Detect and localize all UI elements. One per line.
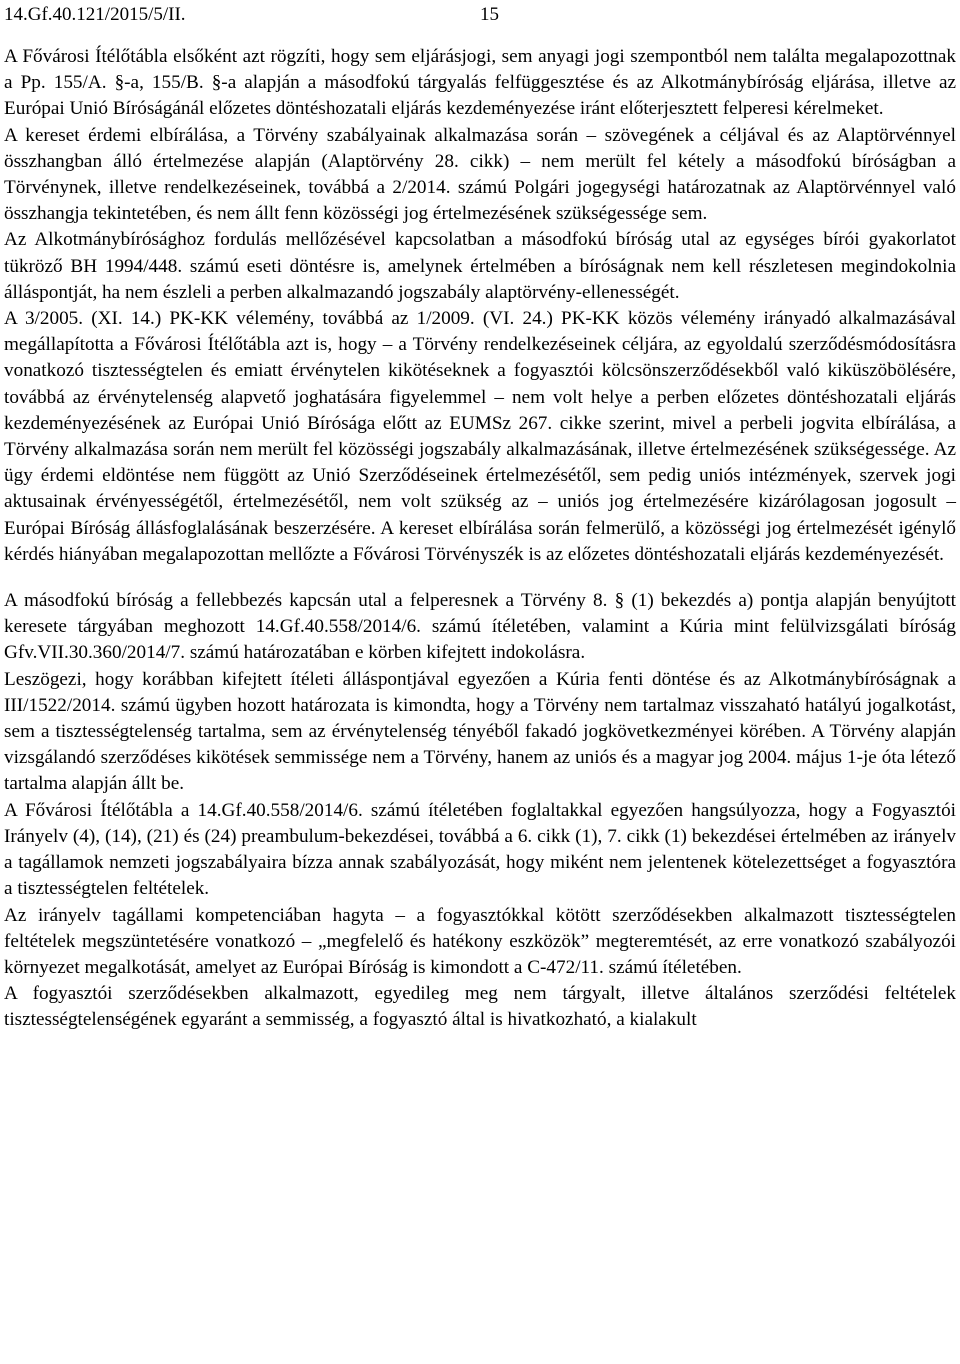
paragraph: A kereset érdemi elbírálása, a Törvény szabályainak alkalmazása során – szövegének a céljával és az Alaptörvénnyel összhangban álló értelmezése alapján (Alaptörvény 28. cikk) – nem merült fel kétely a másodfokú bíróságban a Törvénynek, illetve rendelkezéseinek, továbbá a 2/2014. számú Polgári jogegységi határozatnak az Alaptörvénnyel való összhangja tekintetében, és nem állt fenn közösségi jog értelmezésének szükségessége sem. [4, 124, 956, 225]
document-page [4, 0, 956, 1034]
paragraph: A 3/2005. (XI. 14.) PK-KK vélemény, továbbá az 1/2009. (VI. 24.) PK-KK közös vélemény irányadó alkalmazásával megállapította a Fővárosi Ítélőtábla azt is, hogy – a Törvény rendelkezéseinek céljára, az egyoldalú szerződésmódosításra vonatkozó tisztességtelen és emiatt érvénytelen kikötéseknek a fogyasztói kölcsönszerződésekből való kiküszöbölésére, továbbá az érvénytelenség alapvető joghatására figyelemmel – nem volt helye a perben előzetes döntéshozatali eljárás kezdeményezésének az Európai Unió Bírósága előtt az EUMSz 267. cikke szerint, mivel a perbeli jogvita elbírálása, a Törvény alkalmazása során nem merült fel közösségi jogszabály alkalmazásának, illetve értelmezésének szükségessége. Az ügy érdemi eldöntése nem függött az Unió Szerződéseinek értelmezésétől, sem pedig uniós intézmények, szervek jogi aktusainak érvényességétől, értelmezésétől, nem volt szükség az – uniós jog értelmezésére kizárólagosan jogosult – Európai Bíróság állásfoglalásának beszerzésére. A kereset elbírálása során felmerülő, a közösségi jog értelmezését igénylő kérdés hiányában megalapozottan mellőzte a Fővárosi Törvényszék is az előzetes döntéshozatali eljárás kezdeményezését. [4, 308, 956, 565]
paragraph: A másodfokú bíróság a fellebbezés kapcsán utal a felperesnek a Törvény 8. § (1) bekezdés a) pontja alapján benyújtott keresete tárgyában meghozott 14.Gf.40.558/2014/6. számú ítéletében, valamint a Kúria mint felülvizsgálati bíróság Gfv.VII.30.360/2014/7. számú határozatában e körben kifejtett indokolásra. [4, 590, 956, 664]
case-number: 14.Gf.40.121/2015/5/II. [4, 4, 186, 25]
page-header [4, 0, 956, 26]
page-number: 15 [480, 4, 499, 25]
paragraph: A fogyasztói szerződésekben alkalmazott, egyedileg meg nem tárgyalt, illetve általános szerződési feltételek tisztességtelenségének egyaránt a semmisség, a fogyasztó által is hivatkozható, a kialakult [4, 983, 956, 1031]
paragraph: A Fővárosi Ítélőtábla elsőként azt rögzíti, hogy sem eljárásjogi, sem anyagi jogi szempontból nem találta megalapozottnak a Pp. 155/A. §-a, 155/B. §-a alapján a másodfokú tárgyalás felfüggesztése és az Alkotmánybíróság eljárása, illetve az Európai Unió Bíróságánál előzetes döntéshozatali eljárás kezdeményezése iránt előterjesztett felperesi kérelmeket. [4, 46, 956, 120]
paragraph: A Fővárosi Ítélőtábla a 14.Gf.40.558/2014/6. számú ítéletében foglaltakkal egyezően hangsúlyozza, hogy a Fogyasztói Irányelv (4), (14), (21) és (24) preambulum-bekezdései, továbbá a 6. cikk (1), 7. cikk (1) bekezdései értelmében az irányelv a tagállamok nemzeti jogszabályaira bízza annak szabályozását, hogy miként nem jelentenek kötelezettséget a fogyasztóra a tisztességtelen feltételek. [4, 799, 956, 900]
paragraph: Az irányelv tagállami kompetenciában hagyta – a fogyasztókkal kötött szerződésekben alkalmazott tisztességtelen feltételek megszüntetésére vonatkozó – „megfelelő és hatékony eszközök” megteremtését, az erre vonatkozó szabályozói környezet megalkotását, amelyet az Európai Bíróság is kimondott a C-472/11. számú ítéletében. [4, 904, 956, 978]
paragraph: Leszögezi, hogy korábban kifejtett ítéleti álláspontjával egyezően a Kúria fenti döntése és az Alkotmánybíróságnak a III/1522/2014. számú ügyben hozott határozata is kimondta, hogy a Törvény nem tartalmaz visszaható hatályú jogalkotást, sem a tisztességtelenség tartalma, sem az érvénytelenség tényéből fakadó jogkövetkezményei körében. A Törvény alapján vizsgálandó szerződéses kikötések semmissége nem a Törvény, hanem az uniós és a magyar jog 2004. május 1-je óta létező tartalma alapján állt be. [4, 668, 956, 795]
paragraph: Az Alkotmánybírósághoz fordulás mellőzésével kapcsolatban a másodfokú bíróság utal az egységes bírói gyakorlatot tükröző BH 1994/448. számú eseti döntésre is, amelynek értelmében a bíróságnak nem kell részletesen megindokolnia álláspontját, ha nem észleli a perben alkalmazandó jogszabály alaptörvény-ellenességét. [4, 229, 956, 303]
